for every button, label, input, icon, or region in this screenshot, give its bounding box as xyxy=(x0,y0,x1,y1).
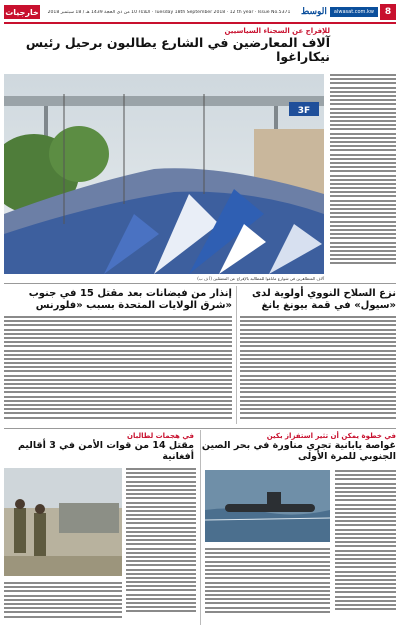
column-divider-2 xyxy=(200,430,201,625)
story3-text xyxy=(4,316,232,424)
story4-text-lower xyxy=(205,548,330,620)
issue-line: الثلاثاء 10 من ذي الحجة 1439 هـ / 18 سبتمبر 2018 · Tuesday 18th September 2018 · 12 th year · Issue No.5371 xyxy=(47,9,291,15)
section-tag: خارجيات xyxy=(4,5,40,19)
lead-kicker: للإفراج عن السجناء السياسيين xyxy=(224,27,330,35)
lead-caption: آلاف المتظاهرين في شوارع ماناغوا للمطالبة بالإفراج عن المعتقلين (أ ف ب) xyxy=(197,276,324,281)
story4-photo xyxy=(205,470,330,542)
story5-headline: مقتل 14 من قوات الأمن في 3 أقاليم أفغانية xyxy=(17,440,194,462)
lead-photo xyxy=(4,74,324,274)
story5-photo xyxy=(4,468,122,576)
section-divider-2 xyxy=(4,428,396,429)
story4-headline: غواصة يابانية تجري مناورة في بحر الصين الجنوبي للمرة الأولى xyxy=(201,440,396,462)
section-divider xyxy=(4,283,396,284)
masthead-bar xyxy=(4,3,396,21)
story2-headline: نزع السلاح النووي أولوية لدى «سيول» في قمة بيونغ يانغ xyxy=(252,288,396,311)
story2-text xyxy=(240,316,396,424)
lead-headline: آلاف المعارضين في الشارع يطالبون برحيل رئيس نيكاراغوا xyxy=(25,35,330,65)
header-rule xyxy=(4,22,396,24)
story3-headline: إنذار من فيضانات بعد مقتل 15 في جنوب شرق الولايات المتحدة بسبب «فلورنس» xyxy=(28,288,232,311)
story4-kicker: في خطوة يمكن أن تثير استفزاز بكين xyxy=(266,432,396,440)
story5-kicker: في هجمات لطالبان xyxy=(127,432,194,440)
story5-text-lower xyxy=(4,582,122,623)
column-divider xyxy=(236,286,237,424)
photo-sign: 3F xyxy=(297,106,311,116)
brand-logo: الوسط xyxy=(300,7,327,17)
story4-text xyxy=(335,470,396,620)
site-url[interactable]: alwasat.com.kw xyxy=(330,7,378,17)
page-number: 8 xyxy=(380,4,396,20)
story5-text-right xyxy=(126,468,196,623)
lead-text-column xyxy=(330,74,396,280)
